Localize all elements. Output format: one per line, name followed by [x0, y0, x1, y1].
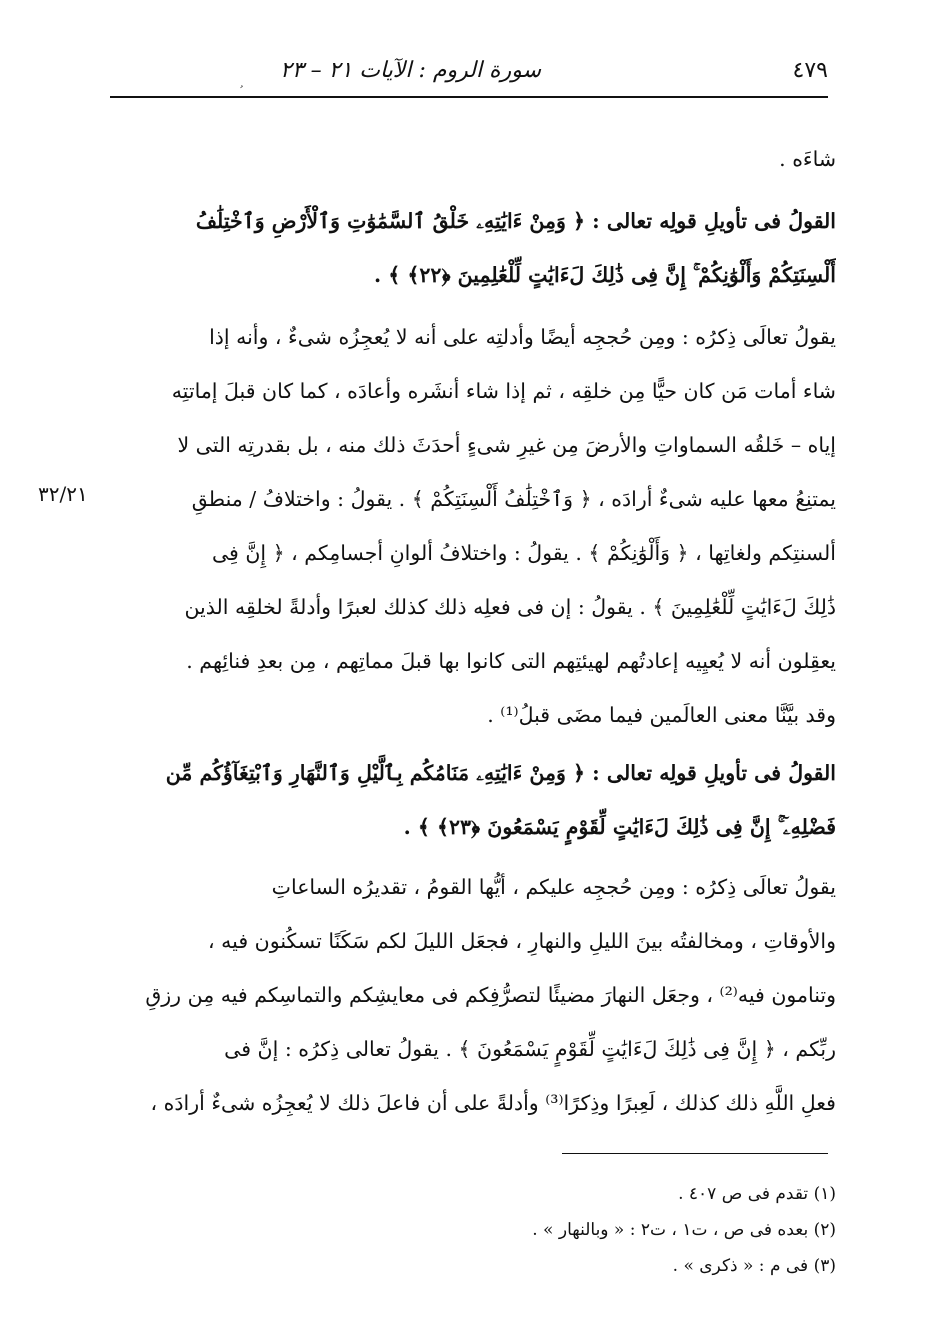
- text-line: فَضْلِهِۦٓ ۚ إِنَّ فِى ذَٰلِكَ لَءَايَٰتٍ لِّقَوْمٍ يَسْمَعُونَ ﴿٢٣﴾ ﴾ .: [403, 815, 836, 839]
- header-rule: [110, 96, 828, 98]
- footnotes: [111, 1176, 836, 1284]
- text-line: يقولُ تعالَى ذِكرُه : ومِن حُججِه أيضًا وأدلتِه على أنه لا يُعجِزُه شىءٌ ، وأنه إذا: [209, 325, 836, 349]
- running-title: سورة الروم : الآيات ٢١ – ٢٣: [280, 58, 542, 83]
- text-line: يقولُ تعالَى ذِكرُه : ومِن حُججِه عليكم ، أيُّها القومُ ، تقديرُه الساعاتِ: [271, 875, 836, 899]
- text-line: ربِّكم ، ﴿ إِنَّ فِى ذَٰلِكَ لَءَايَٰتٍ لِّقَوْمٍ يَسْمَعُونَ ﴾ . يقولُ تعالى ذِكرُه : إنَّ فى: [224, 1037, 836, 1061]
- text-line: وقد بيَّنَّا معنى العالَمين فيما مضَى قبلُ⁽¹⁾ .: [487, 703, 836, 727]
- text-line: والأوقاتِ ، ومخالفتُه بينَ الليلِ والنهارِ ، فجعَل الليلَ لكم سَكَنًا تسكُنون فيه ،: [208, 929, 836, 953]
- text-line: شاءَه .: [779, 147, 836, 171]
- text-line: ذَٰلِكَ لَءَايَٰتٍ لِّلْعَٰلِمِينَ ﴾ . يقولُ : إن فى فعلِه ذلك كذلك لعبرًا وأدلةً لخلقِه الذين: [184, 595, 836, 619]
- page-number: ٤٧٩: [792, 58, 828, 83]
- text-line: القولُ فى تأويلِ قولِه تعالى : ﴿ وَمِنْ ءَايَٰتِهِۦ مَنَامُكُم بِٱلَّيْلِ وَٱلنَّهَارِ وَٱبْتِغَآؤُكُم مِّن: [165, 761, 836, 785]
- text-line: ألسنتِكم ولغاتِها ، ﴿ وَأَلْوَٰنِكُمْ ﴾ . يقولُ : واختلافُ ألوانِ أجسامِكم ، ﴿ إِنَّ فِى: [211, 541, 836, 565]
- text-line: إياه – خَلقُه السماواتِ والأرضَ مِن غيرِ شىءٍ أحدَثَ ذلك منه ، بل بقدرتِه التى لا: [177, 433, 836, 457]
- text-line: وتنامون فيه⁽²⁾ ، وجعَل النهارَ مضيئًا لتصرُّفِكم فى معايشِكم والتماسِكم فيه مِن رزقِ: [145, 983, 836, 1007]
- text-line: فعلِ اللَّهِ ذلك كذلك ، لَعِبرًا وذِكرًا⁽³⁾ وأدلةً على أن فاعلَ ذلك لا يُعجِزُه شىءٌ أرادَه ،: [150, 1091, 836, 1115]
- margin-reference: ٣٢/٢١: [38, 482, 88, 506]
- text-line: يمتنِعُ معها عليه شىءٌ أرادَه ، ﴿ وَٱخْتِلَٰفُ أَلْسِنَتِكُمْ ﴾ . يقولُ : واختلافُ / منطقِ: [191, 487, 836, 511]
- body-text: [111, 132, 836, 1130]
- page-header: [110, 58, 828, 92]
- footnote-rule: [562, 1153, 828, 1154]
- text-line: يعقِلون أنه لا يُعيِيه إعادتُهم لهيئتِهم التى كانوا بها قبلَ مماتِهم ، مِن بعدِ فنائِهم .: [186, 649, 836, 673]
- decorative-mark: ﹸ: [240, 86, 243, 97]
- text-line: شاء أمات مَن كان حيًّا مِن خلقِه ، ثم إذا شاء أنشَره وأعادَه ، كما كان قبلَ إماتتِه: [171, 379, 836, 403]
- text-line: أَلْسِنَتِكُمْ وَأَلْوَٰنِكُمْ ۚ إِنَّ فِى ذَٰلِكَ لَءَايَٰتٍ لِّلْعَٰلِمِينَ ﴿٢٢﴾ ﴾ .: [373, 263, 836, 287]
- footnote-3: (٣) فى م : « ذكرى » .: [672, 1256, 836, 1276]
- footnote-1: (١) تقدم فى ص ٤٠٧ .: [678, 1184, 836, 1204]
- text-line: القولُ فى تأويلِ قولِه تعالى : ﴿ وَمِنْ ءَايَٰتِهِۦ خَلْقُ ٱلسَّمَٰوَٰتِ وَٱلْأَرْضِ وَٱخْتِلَٰفُ: [195, 209, 836, 233]
- footnote-2: (٢) بعده فى ص ، ت١ ، ت٢ : « وبالنهار » .: [532, 1220, 836, 1240]
